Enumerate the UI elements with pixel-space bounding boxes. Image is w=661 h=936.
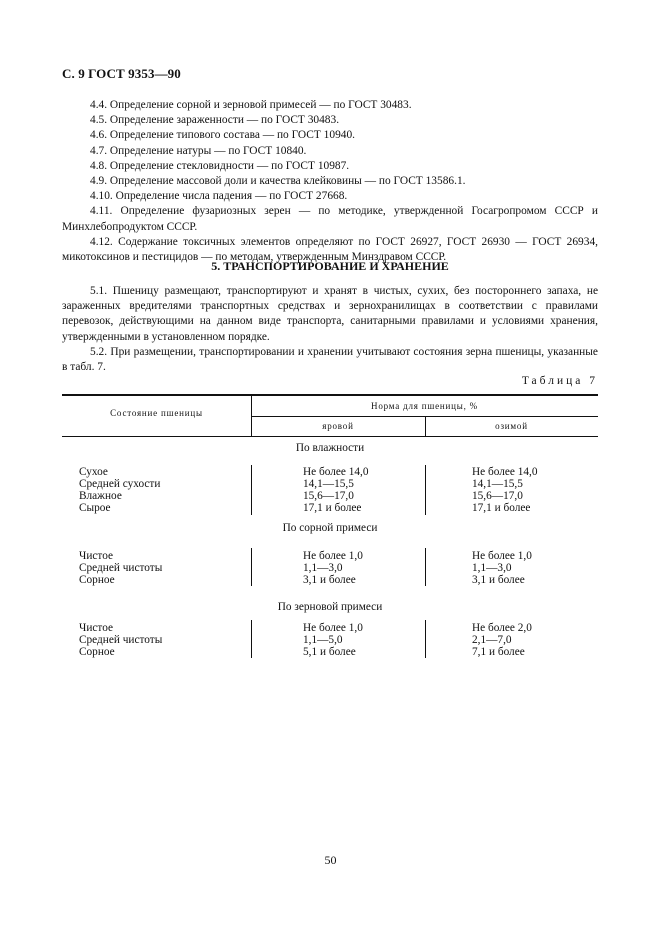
cell-spring: 17,1 и более <box>303 502 362 514</box>
table-row <box>62 562 598 574</box>
table-top-rule <box>62 394 598 396</box>
paragraph-5-1: 5.1. Пшеницу размещают, транспортируют и хранят в чистых, сухих, без постороннего запаха, не зараженных вредителями транспортных средствах и зернохранилищах в соответствии с правилами перевозок, действующими на данном виде транспорта, санитарными правилами и условиями хранения, утвержденными в установленном порядке. <box>62 285 598 343</box>
section-title: 5. ТРАНСПОРТИРОВАНИЕ И ХРАНЕНИЕ <box>211 259 449 273</box>
group-rows-grain-impurity <box>62 622 598 658</box>
group-title-moisture: По влажности <box>295 442 365 454</box>
group-rows-moisture <box>62 466 598 514</box>
item-4-4: 4.4. Определение сорной и зерновой примесей — по ГОСТ 30483. <box>90 99 412 111</box>
item-4-7: 4.7. Определение натуры — по ГОСТ 10840. <box>90 144 307 157</box>
cell-state: Влажное <box>79 490 122 502</box>
table-caption: Таблица 7 <box>521 375 598 387</box>
item-4-10: 4.10. Определение числа падения — по ГОСТ 27668. <box>90 190 348 203</box>
table-row <box>62 466 598 478</box>
cell-winter: 2,1—7,0 <box>472 634 512 646</box>
page-number: 50 <box>324 853 337 867</box>
section-4-items <box>62 98 598 265</box>
cell-winter: 1,1—3,0 <box>472 562 512 574</box>
col-header-spring: яровой <box>322 421 354 431</box>
cell-spring: Не более 1,0 <box>303 550 363 562</box>
item-4-5: 4.5. Определение зараженности — по ГОСТ 30483. <box>90 114 340 127</box>
table-7 <box>62 394 598 669</box>
cell-state: Средней чистоты <box>79 562 163 574</box>
table-row <box>62 622 598 634</box>
item-4-6: 4.6. Определение типового состава — по ГОСТ 10940. <box>90 129 355 142</box>
cell-winter: 14,1—15,5 <box>472 478 523 490</box>
cell-spring: 1,1—3,0 <box>303 562 343 574</box>
cell-spring: 5,1 и более <box>303 646 356 658</box>
cell-winter: Не более 1,0 <box>472 550 532 562</box>
cell-spring: 3,1 и более <box>303 574 356 586</box>
table-row <box>62 490 598 502</box>
item-4-8: 4.8. Определение стекловидности — по ГОСТ 10987. <box>90 159 350 172</box>
col-header-norm: Норма для пшеницы, % <box>371 401 478 411</box>
table-row <box>62 478 598 490</box>
cell-spring: Не более 14,0 <box>303 466 369 478</box>
item-4-11: 4.11. Определение фузариозных зерен — по методике, утвержденной Госагропромом СССР и Минхлебопродуктом СССР. <box>62 205 598 233</box>
cell-state: Сорное <box>79 646 115 658</box>
paragraph-5-2: 5.2. При размещении, транспортировании и хранении учитывают состояния зерна пшеницы, указанные в табл. 7. <box>62 345 598 374</box>
cell-winter: 7,1 и более <box>472 646 525 658</box>
cell-winter: Не более 2,0 <box>472 622 532 634</box>
cell-state: Средней чистоты <box>79 634 163 646</box>
table-row <box>62 634 598 646</box>
page-header: С. 9 ГОСТ 9353—90 <box>62 66 181 81</box>
group-title-grain-impurity: По зерновой примеси <box>277 601 383 613</box>
cell-state: Чистое <box>79 550 113 562</box>
item-4-12: 4.12. Содержание токсичных элементов определяют по ГОСТ 26927, ГОСТ 26930 — ГОСТ 26934, микотоксинов и пестицидов — по методам, утвержденным Минздравом СССР. <box>62 235 598 264</box>
cell-spring: 14,1—15,5 <box>303 478 354 490</box>
cell-state: Средней сухости <box>79 478 161 490</box>
cell-spring: Не более 1,0 <box>303 622 363 634</box>
cell-state: Сорное <box>79 574 115 586</box>
cell-winter: 3,1 и более <box>472 574 525 586</box>
cell-spring: 15,6—17,0 <box>303 490 354 502</box>
item-4-9: 4.9. Определение массовой доли и качества клейковины — по ГОСТ 13586.1. <box>90 175 466 188</box>
table-row <box>62 550 598 562</box>
cell-state: Сырое <box>79 502 111 514</box>
col-header-state: Состояние пшеницы <box>110 408 203 418</box>
cell-spring: 1,1—5,0 <box>303 634 343 646</box>
section-5-text <box>62 284 598 375</box>
group-rows-weed-impurity <box>62 550 598 586</box>
col-header-winter: озимой <box>495 421 528 431</box>
table-row <box>62 502 598 514</box>
cell-winter: 17,1 и более <box>472 502 531 514</box>
table-row <box>62 646 598 658</box>
table-row <box>62 574 598 586</box>
cell-state: Сухое <box>79 466 108 478</box>
cell-winter: Не более 14,0 <box>472 466 538 478</box>
cell-state: Чистое <box>79 622 113 634</box>
group-title-weed-impurity: По сорной примеси <box>282 522 378 534</box>
cell-winter: 15,6—17,0 <box>472 490 523 502</box>
header-bottom-rule <box>62 436 598 437</box>
